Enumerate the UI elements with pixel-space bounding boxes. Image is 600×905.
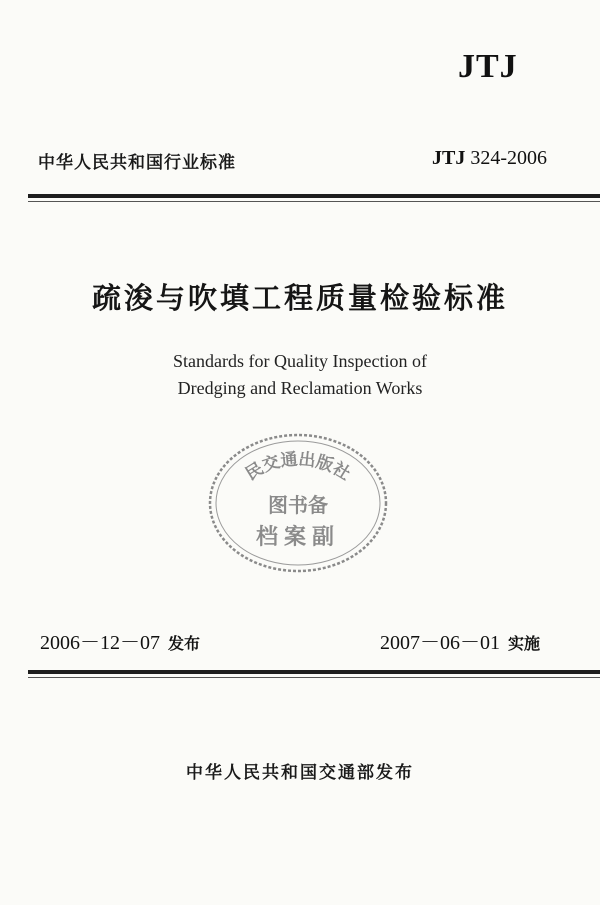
archive-stamp xyxy=(203,428,393,578)
date-rule-thin xyxy=(28,677,600,678)
effective-date-label: 实施 xyxy=(508,634,541,653)
standard-code-mark: JTJ xyxy=(458,48,518,85)
effective-date xyxy=(380,626,540,655)
date-rule-thick xyxy=(28,670,600,674)
issue-date-label: 发布 xyxy=(168,634,201,653)
title-chinese: 疏浚与吹填工程质量检验标准 xyxy=(91,281,508,315)
stamp-line2: 档案副 xyxy=(255,525,341,550)
stamp-ring-text: 民交通出版社 xyxy=(242,449,354,485)
stamp-line1: 图书备 xyxy=(268,493,328,517)
issue-date xyxy=(40,626,200,655)
title-english-line1: Standards for Quality Inspection of xyxy=(173,351,427,371)
effective-date-value: 2007－06－01 xyxy=(380,632,500,654)
standard-number xyxy=(432,147,547,170)
standard-number-prefix: JTJ xyxy=(432,147,466,169)
standard-number-value: 324-2006 xyxy=(470,147,548,169)
publisher-line: 中华人民共和国交通部发布 xyxy=(186,763,414,783)
title-english-line2: Dredging and Reclamation Works xyxy=(177,378,423,398)
issue-date-value: 2006－12－07 xyxy=(40,632,160,654)
header-rule-thin xyxy=(28,201,600,202)
industry-standard-label: 中华人民共和国行业标准 xyxy=(38,153,236,173)
header-rule-thick xyxy=(28,194,600,198)
